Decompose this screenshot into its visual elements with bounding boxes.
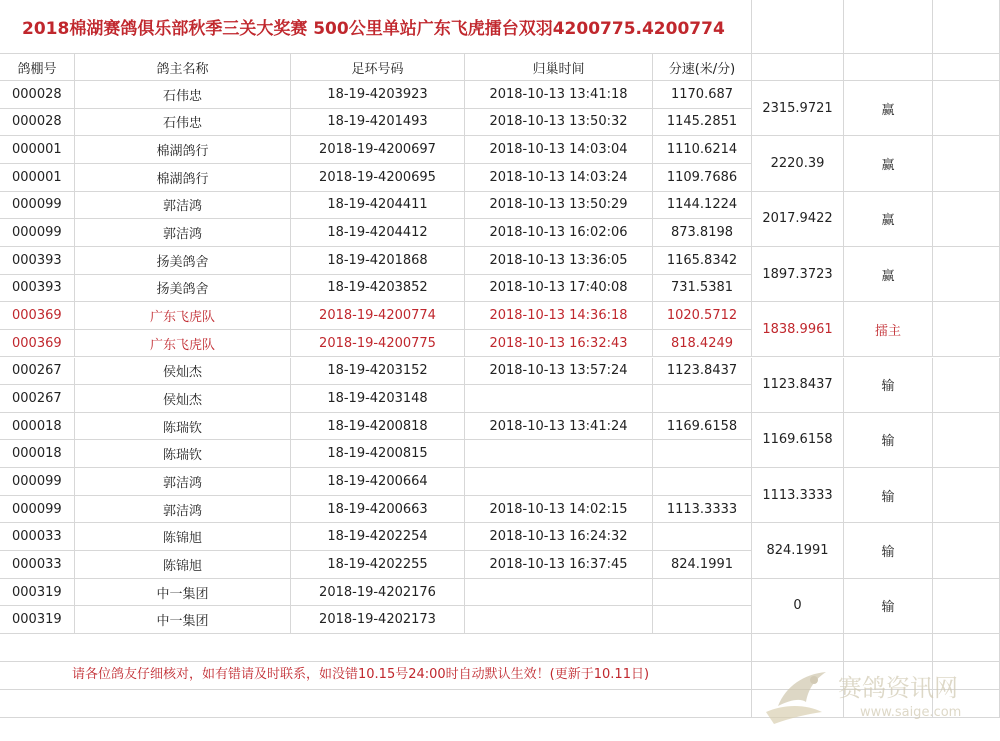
cell-owner: 郭洁鸿 [75,192,291,220]
cell-ring: 18-19-4202255 [291,551,465,579]
cell-owner: 郭洁鸿 [75,219,291,247]
cell-time [465,440,653,468]
cell-owner: 扬美鸽舍 [75,247,291,275]
group-result: 赢 [844,247,933,302]
group-extra [933,192,1000,247]
cell-owner: 陈瑞钦 [75,440,291,468]
cell-owner: 侯灿杰 [75,385,291,413]
cell-ring: 18-19-4204412 [291,219,465,247]
cell-time: 2018-10-13 14:03:24 [465,164,653,192]
cell-owner: 棉湖鸽行 [75,136,291,164]
cell-loft: 000028 [0,81,75,109]
cell-time: 2018-10-13 13:50:29 [465,192,653,220]
header-loft: 鸽棚号 [0,54,75,81]
cell-speed: 1169.6158 [653,413,752,441]
cell-loft: 000319 [0,606,75,634]
header-ring: 足环号码 [291,54,465,81]
cell-time: 2018-10-13 13:36:05 [465,247,653,275]
cell-time [465,385,653,413]
group-total: 1838.9961 [752,302,844,357]
cell-ring: 18-19-4201868 [291,247,465,275]
cell-time [465,468,653,496]
group-extra [933,413,1000,468]
cell-time: 2018-10-13 16:02:06 [465,219,653,247]
cell-speed [653,523,752,551]
group-extra [933,523,1000,578]
cell-time: 2018-10-13 14:02:15 [465,496,653,524]
cell-time: 2018-10-13 16:24:32 [465,523,653,551]
cell-speed: 1170.687 [653,81,752,109]
cell-time: 2018-10-13 13:41:24 [465,413,653,441]
cell-ring: 18-19-4200664 [291,468,465,496]
group-result: 输 [844,413,933,468]
group-total: 0 [752,579,844,634]
cell-owner: 中一集团 [75,579,291,607]
header-result [844,54,933,81]
cell-speed [653,468,752,496]
cell-loft: 000033 [0,523,75,551]
cell-speed: 1123.8437 [653,358,752,386]
cell-ring: 18-19-4203852 [291,275,465,303]
group-result: 赢 [844,136,933,191]
cell-ring: 18-19-4204411 [291,192,465,220]
cell-speed: 1165.8342 [653,247,752,275]
cell-loft: 000393 [0,275,75,303]
group-extra [933,358,1000,413]
saige-watermark-logo [756,652,988,730]
group-result: 擂主 [844,302,933,357]
cell-speed: 1109.7686 [653,164,752,192]
cell-owner: 石伟忠 [75,81,291,109]
cell-speed: 1110.6214 [653,136,752,164]
sheet-title: 2018棉湖赛鸽俱乐部秋季三关大奖赛 500公里单站广东飞虎擂台双羽4200775.4200774 [0,0,752,54]
cell-time: 2018-10-13 16:32:43 [465,330,653,358]
cell-loft: 000099 [0,496,75,524]
empty-cell [844,0,933,54]
cell-owner: 陈锦旭 [75,523,291,551]
cell-owner: 陈锦旭 [75,551,291,579]
header-extra [933,54,1000,81]
cell-loft: 000099 [0,468,75,496]
cell-loft: 000001 [0,164,75,192]
cell-owner: 广东飞虎队 [75,302,291,330]
cell-ring: 2018-19-4202173 [291,606,465,634]
empty-row [0,690,752,718]
cell-ring: 18-19-4201493 [291,109,465,137]
watermark-url: www.saige.com [860,705,962,720]
cell-loft: 000033 [0,551,75,579]
cell-time: 2018-10-13 13:41:18 [465,81,653,109]
cell-loft: 000018 [0,440,75,468]
empty-cell [933,0,1000,54]
cell-ring: 18-19-4202254 [291,523,465,551]
cell-speed: 1145.2851 [653,109,752,137]
cell-time: 2018-10-13 16:37:45 [465,551,653,579]
cell-owner: 扬美鸽舍 [75,275,291,303]
cell-loft: 000001 [0,136,75,164]
cell-ring: 2018-19-4200697 [291,136,465,164]
cell-speed: 1144.1224 [653,192,752,220]
cell-owner: 广东飞虎队 [75,330,291,358]
group-total: 1169.6158 [752,413,844,468]
cell-owner: 郭洁鸿 [75,496,291,524]
cell-loft: 000369 [0,330,75,358]
cell-time: 2018-10-13 13:57:24 [465,358,653,386]
group-total: 1113.3333 [752,468,844,523]
cell-owner: 郭洁鸿 [75,468,291,496]
cell-ring: 2018-19-4202176 [291,579,465,607]
group-extra [933,579,1000,634]
group-result: 输 [844,579,933,634]
cell-ring: 2018-19-4200774 [291,302,465,330]
group-result: 输 [844,358,933,413]
group-extra [933,81,1000,136]
group-total: 2220.39 [752,136,844,191]
cell-loft: 000099 [0,219,75,247]
cell-ring: 18-19-4200815 [291,440,465,468]
cell-loft: 000018 [0,413,75,441]
group-total: 1123.8437 [752,358,844,413]
cell-ring: 18-19-4200818 [291,413,465,441]
header-owner: 鸽主名称 [75,54,291,81]
cell-speed [653,440,752,468]
cell-time: 2018-10-13 14:03:04 [465,136,653,164]
cell-time: 2018-10-13 13:50:32 [465,109,653,137]
cell-speed [653,579,752,607]
cell-speed: 731.5381 [653,275,752,303]
cell-speed: 873.8198 [653,219,752,247]
group-extra [933,468,1000,523]
cell-owner: 棉湖鸽行 [75,164,291,192]
cell-owner: 陈瑞钦 [75,413,291,441]
cell-speed [653,606,752,634]
group-total: 2017.9422 [752,192,844,247]
group-total: 1897.3723 [752,247,844,302]
cell-owner: 侯灿杰 [75,358,291,386]
group-total: 824.1991 [752,523,844,578]
cell-time [465,606,653,634]
cell-owner: 石伟忠 [75,109,291,137]
notice-text: 请各位鸽友仔细核对，如有错请及时联系，如没错10.15号24:00时自动默认生效！(更新于10.11日) [72,667,650,682]
cell-speed: 824.1991 [653,551,752,579]
cell-ring: 2018-19-4200695 [291,164,465,192]
cell-ring: 18-19-4203152 [291,358,465,386]
cell-loft: 000393 [0,247,75,275]
cell-loft: 000267 [0,358,75,386]
empty-row [0,634,752,662]
group-result: 赢 [844,192,933,247]
group-extra [933,302,1000,357]
cell-speed: 1020.5712 [653,302,752,330]
cell-time [465,579,653,607]
cell-loft: 000369 [0,302,75,330]
group-extra [933,247,1000,302]
cell-time: 2018-10-13 17:40:08 [465,275,653,303]
group-result: 输 [844,523,933,578]
cell-ring: 18-19-4203148 [291,385,465,413]
cell-loft: 000028 [0,109,75,137]
header-total [752,54,844,81]
cell-speed [653,385,752,413]
group-result: 赢 [844,81,933,136]
group-result: 输 [844,468,933,523]
cell-ring: 18-19-4200663 [291,496,465,524]
header-speed: 分速(米/分) [653,54,752,81]
cell-owner: 中一集团 [75,606,291,634]
group-extra [933,136,1000,191]
cell-loft: 000099 [0,192,75,220]
cell-speed: 1113.3333 [653,496,752,524]
empty-cell [752,0,844,54]
header-time: 归巢时间 [465,54,653,81]
group-total: 2315.9721 [752,81,844,136]
cell-ring: 18-19-4203923 [291,81,465,109]
cell-speed: 818.4249 [653,330,752,358]
cell-loft: 000319 [0,579,75,607]
cell-loft: 000267 [0,385,75,413]
watermark-name: 赛鸽资讯网 [838,674,958,702]
cell-time: 2018-10-13 14:36:18 [465,302,653,330]
cell-ring: 2018-19-4200775 [291,330,465,358]
